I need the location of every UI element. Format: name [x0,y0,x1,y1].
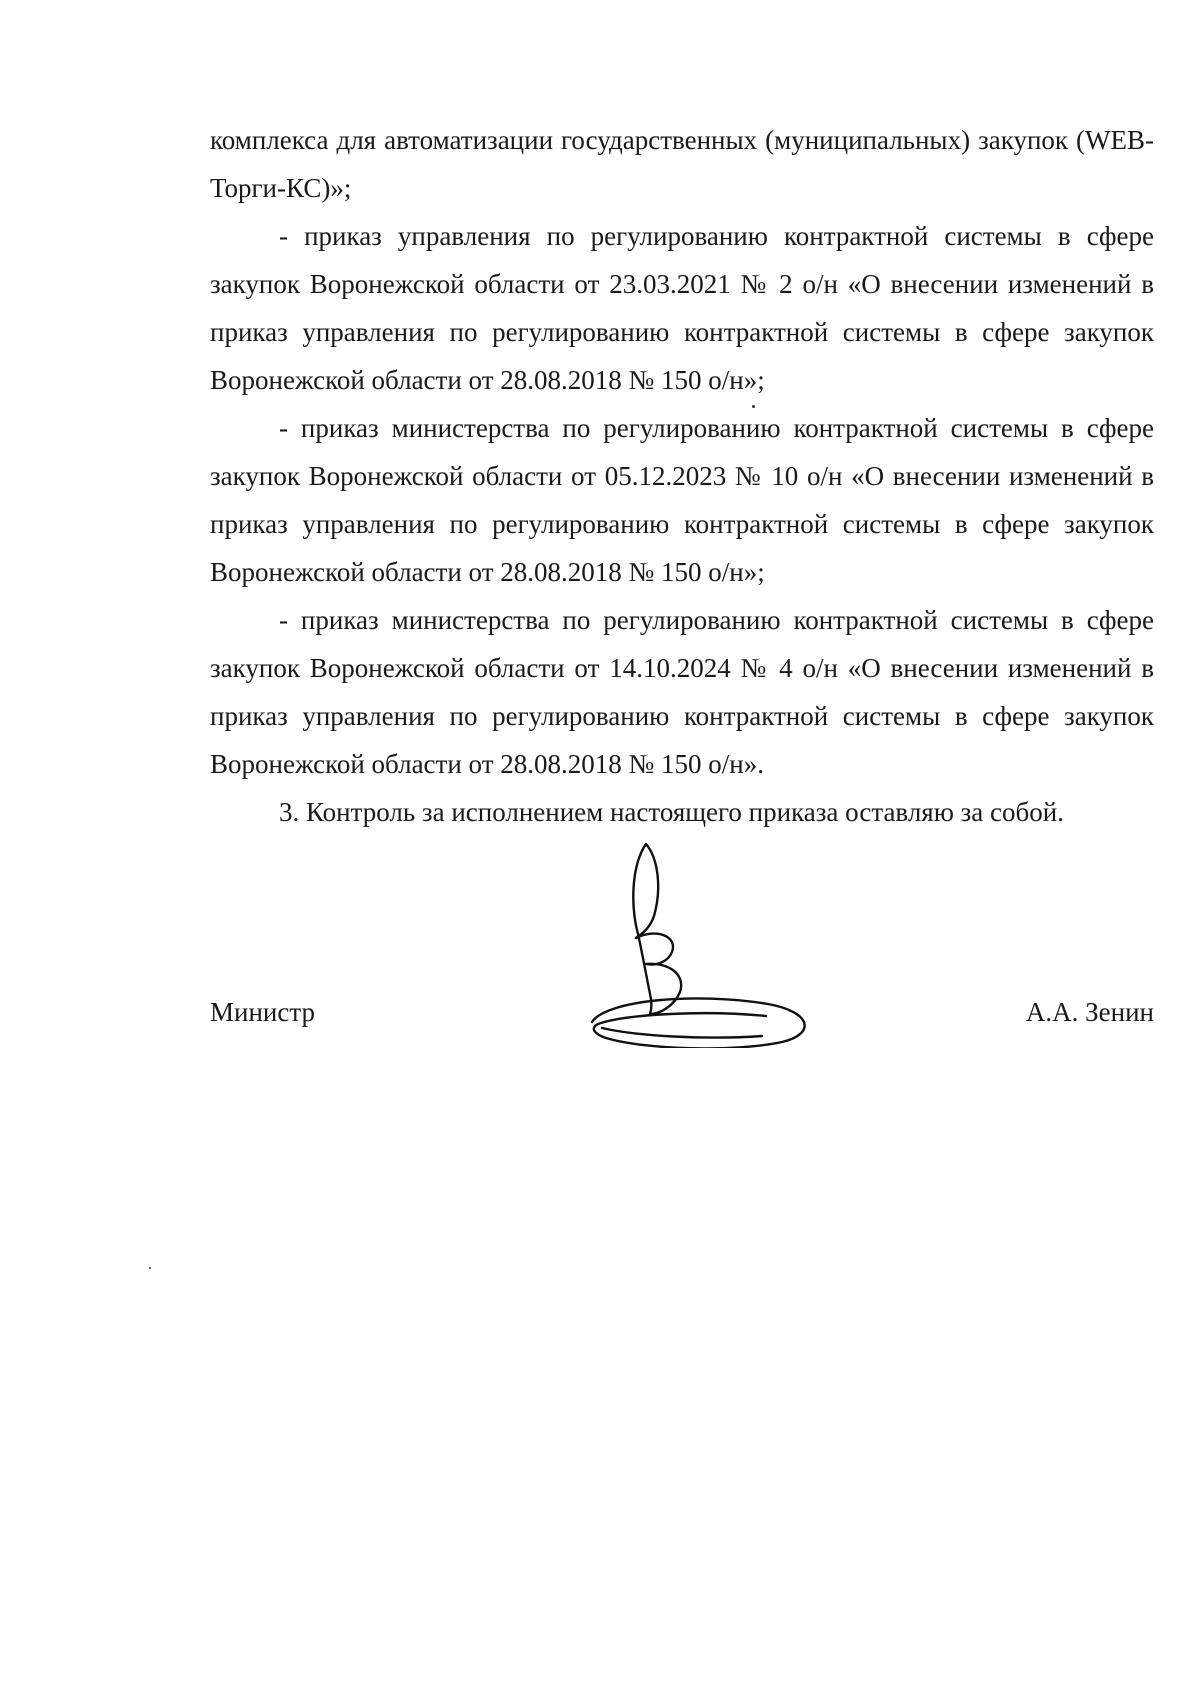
signer-name: А.А. Зенин [1025,997,1154,1027]
paragraph-order-2024: - приказ министерства по регулированию контрактной системы в сфере закупок Воронежской области от 14.10.2024 № 4 о/н «О внесении изменений в приказ управления по регулированию контрактной системы в сфере закупок Воронежской области от 28.08.2018 № 150 о/н». [210,605,1154,779]
paragraph-order-2021: - приказ управления по регулированию контрактной системы в сфере закупок Воронежской области от 23.03.2021 № 2 о/н «О внесении изменений в приказ управления по регулированию контрактной системы в сфере закупок Воронежской области от 28.08.2018 № 150 о/н»; [210,221,1154,395]
scan-speck [752,405,755,408]
document-body [210,116,1154,836]
paragraph-complex: комплекса для автоматизации государственных (муниципальных) закупок (WEB-Торги-КС)»; [210,125,1154,203]
signature-row [210,988,1154,1036]
paragraph-order-2023: - приказ министерства по регулированию контрактной системы в сфере закупок Воронежской области от 05.12.2023 № 10 о/н «О внесении изменений в приказ управления по регулированию контрактной системы в сфере закупок Воронежской области от 28.08.2018 № 150 о/н»; [210,413,1154,587]
position-title: Министр [210,997,315,1027]
scan-speck [149,1267,151,1269]
paragraph-control: 3. Контроль за исполнением настоящего приказа оставляю за собой. [279,797,1064,827]
